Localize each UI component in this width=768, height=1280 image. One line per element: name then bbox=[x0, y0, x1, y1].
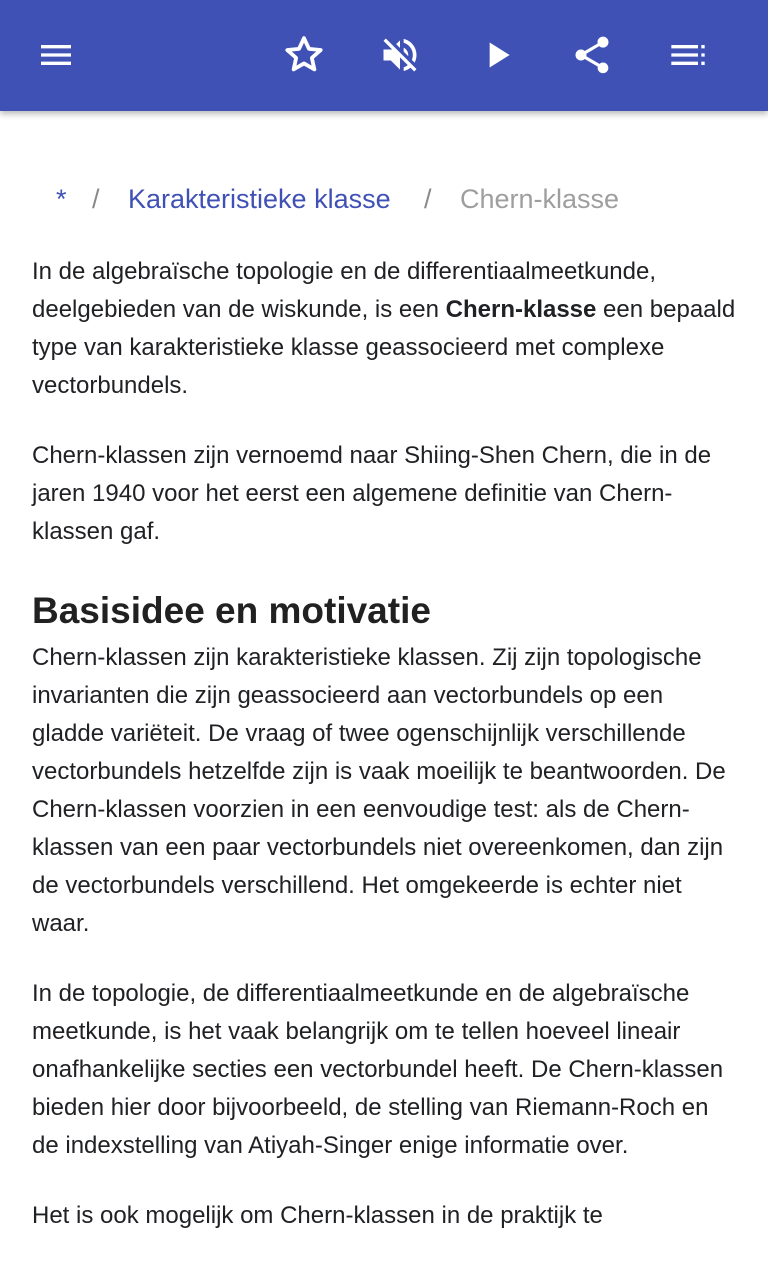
paragraph: Chern-klassen zijn karakteristieke klassen. Zij zijn topologische invarianten die zijn geassocieerd aan vectorbundels op een gladde variëteit. De vraag of twee ogenschijnlijk verschillende vectorbundels hetzelfde zijn is vaak moeilijk te beantwoorden. De Chern-klassen voorzien in een eenvoudige test: als de Chern-klassen van een paar vectorbundels niet overeenkomen, dan zijn de vectorbundels verschillend. Het omgekeerde is echter niet waar. bbox=[32, 644, 726, 937]
breadcrumb-root-link[interactable]: * bbox=[56, 184, 67, 214]
mute-button[interactable] bbox=[368, 23, 432, 87]
share-icon bbox=[570, 33, 614, 77]
volume-off-icon bbox=[378, 33, 422, 77]
play-button[interactable] bbox=[466, 23, 530, 87]
playlist-button[interactable] bbox=[656, 23, 720, 87]
paragraph-text: een bepaald type van karakteristieke klasse geassocieerd met complexe vectorbundels. bbox=[32, 296, 736, 399]
article-body bbox=[32, 253, 736, 1267]
section-heading: Basisidee en motivatie bbox=[32, 590, 431, 631]
breadcrumb bbox=[0, 179, 768, 219]
breadcrumb-separator: / bbox=[424, 184, 432, 214]
playlist-icon bbox=[668, 35, 708, 75]
bold-term: Chern-klasse bbox=[445, 296, 597, 323]
paragraph: Het is ook mogelijk om Chern-klassen in de praktijk te bbox=[32, 1202, 603, 1229]
paragraph bbox=[32, 253, 736, 405]
menu-icon bbox=[36, 35, 76, 75]
breadcrumb-separator: / bbox=[92, 184, 100, 214]
favorite-button[interactable] bbox=[272, 23, 336, 87]
app-bar bbox=[0, 0, 768, 111]
breadcrumb-current: Chern-klasse bbox=[460, 184, 620, 214]
page-content bbox=[0, 111, 768, 1280]
star-outline-icon bbox=[281, 32, 327, 78]
share-button[interactable] bbox=[560, 23, 624, 87]
play-icon bbox=[478, 35, 518, 75]
breadcrumb-parent-link[interactable]: Karakteristieke klasse bbox=[128, 184, 391, 214]
paragraph: In de topologie, de differentiaalmeetkunde en de algebraïsche meetkunde, is het vaak belangrijk om te tellen hoeveel lineair onafhankelijke secties een vectorbundel heeft. De Chern-klassen bieden hier door bijvoorbeeld, de stelling van Riemann-Roch en de indexstelling van Atiyah-Singer enige informatie over. bbox=[32, 980, 724, 1159]
paragraph: Chern-klassen zijn vernoemd naar Shiing-Shen Chern, die in de jaren 1940 voor het eerst een algemene definitie van Chern-klassen gaf. bbox=[32, 442, 712, 545]
menu-button[interactable] bbox=[24, 23, 88, 87]
paragraph-text: In de algebraïsche topologie en de differentiaalmeetkunde, deelgebieden van de wiskunde, is een bbox=[32, 258, 657, 323]
